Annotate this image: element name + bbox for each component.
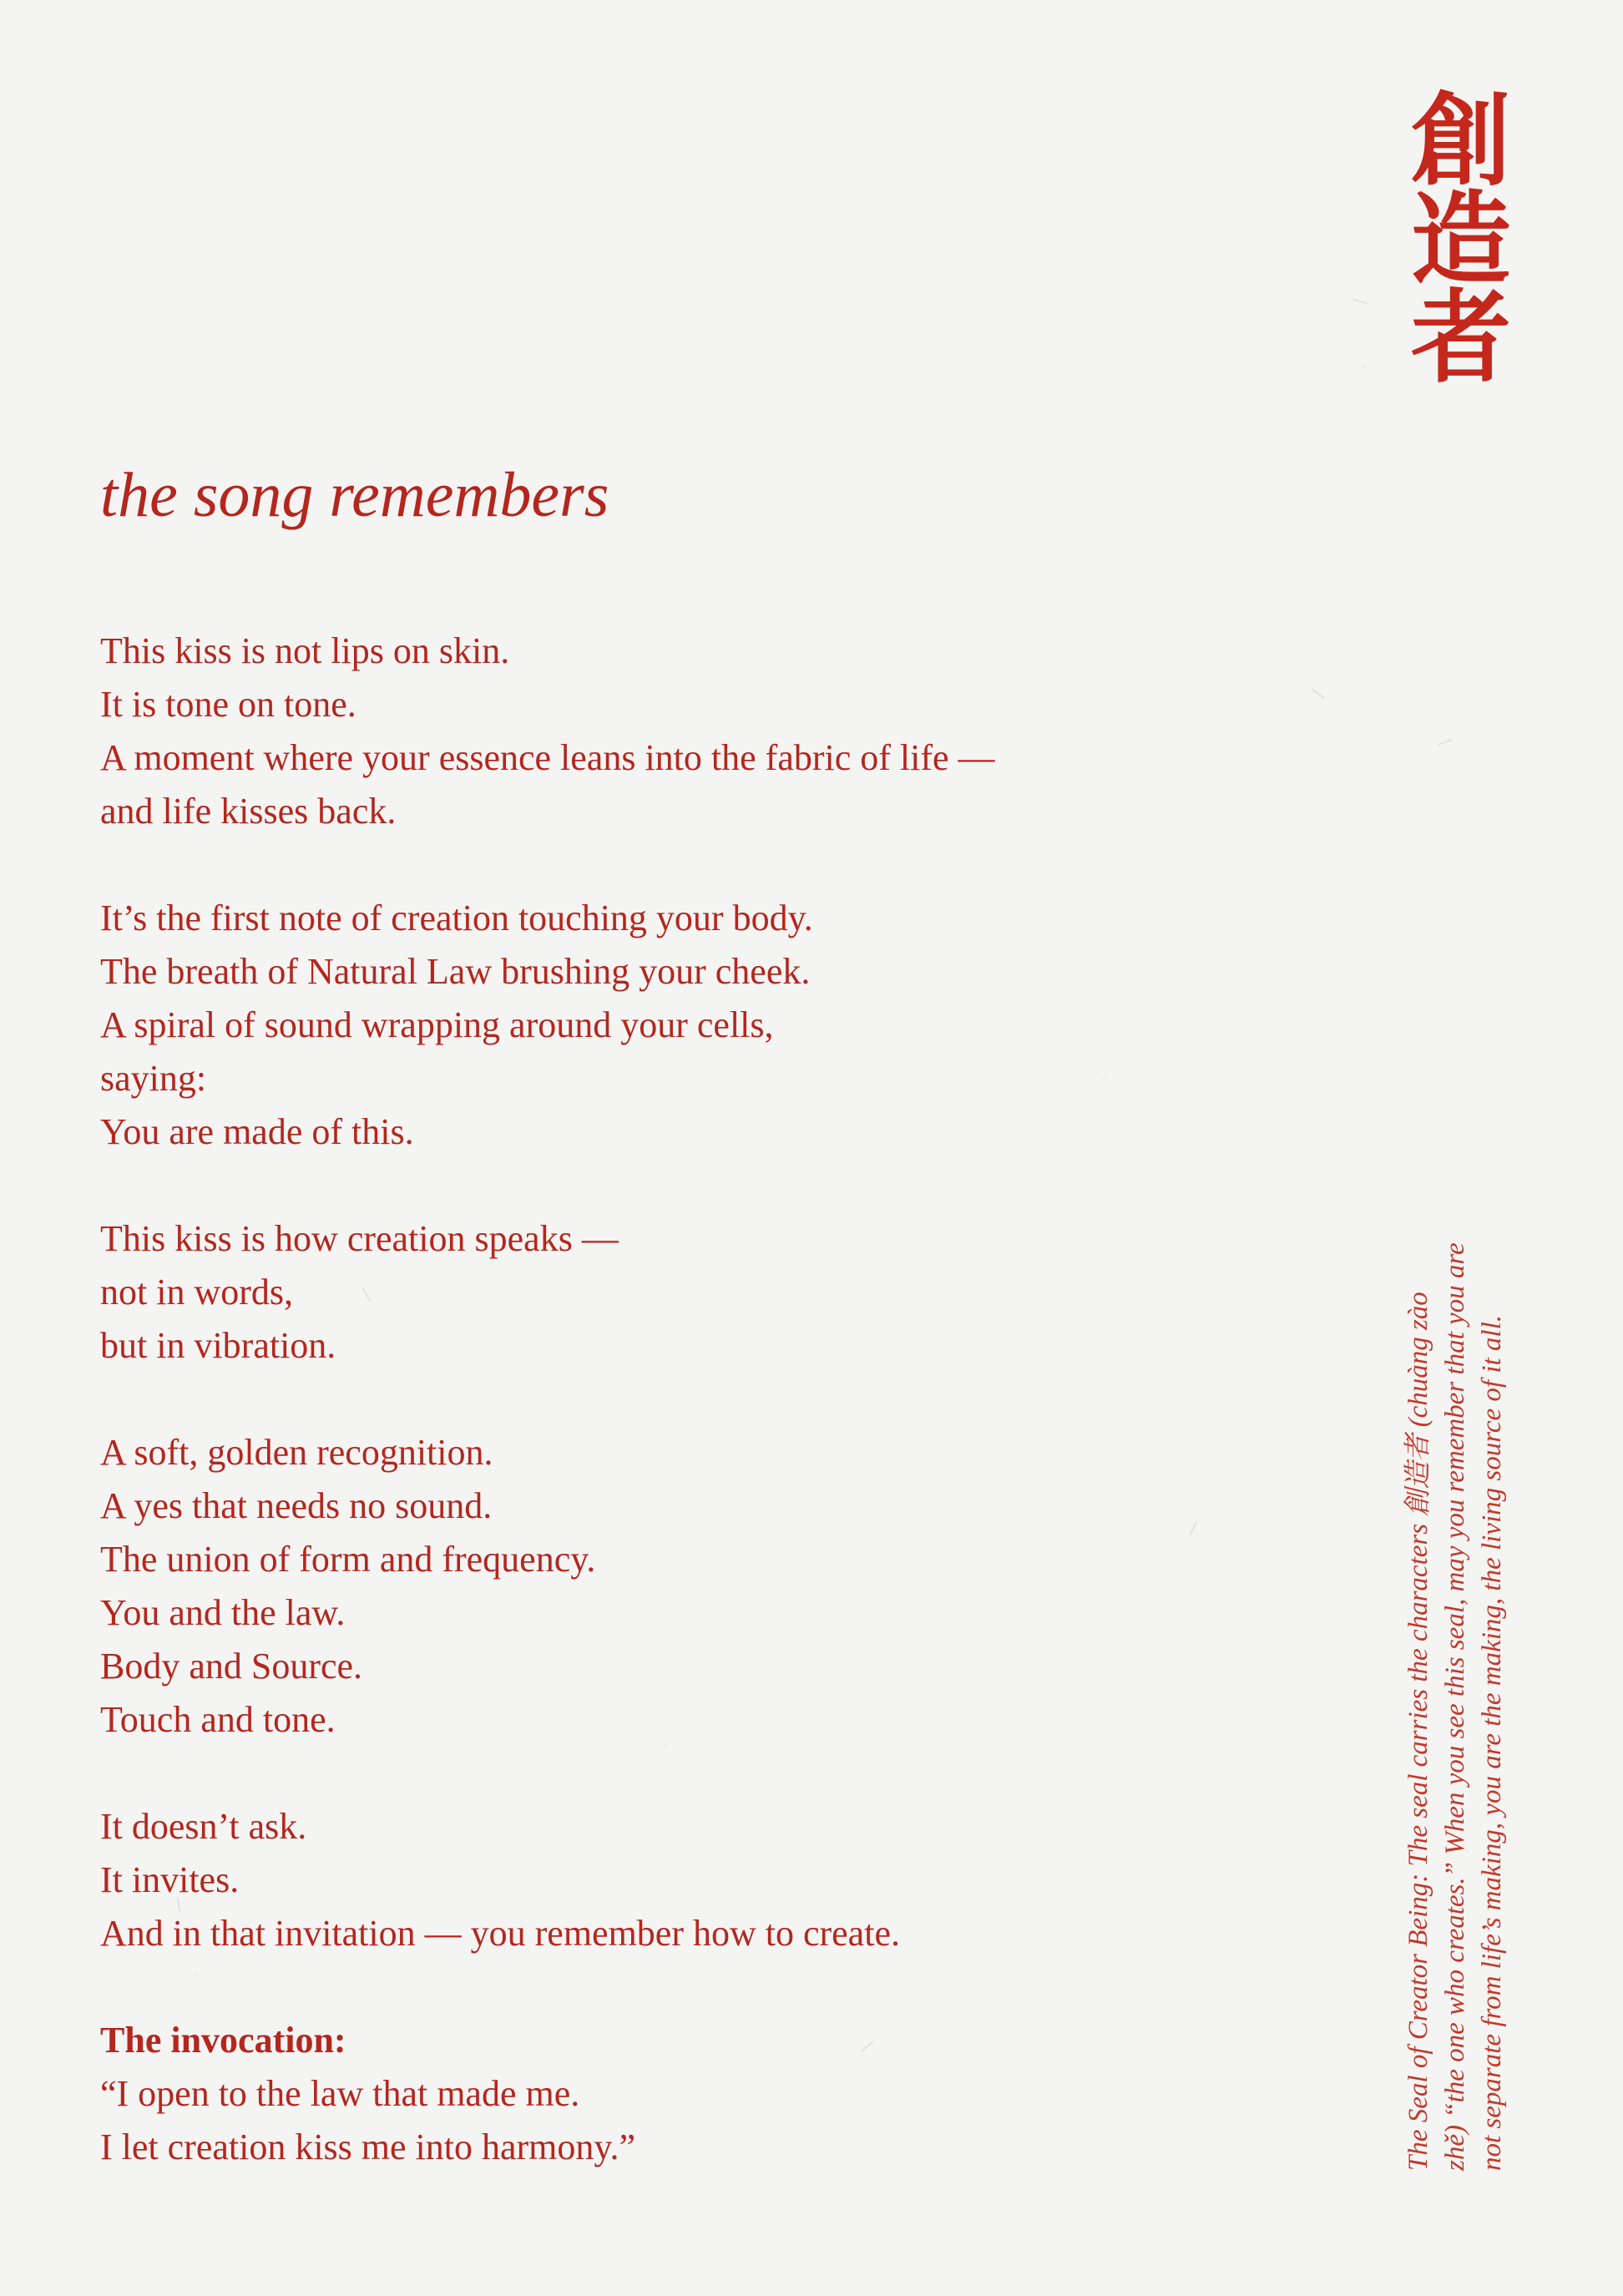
paper-fiber [1352, 299, 1368, 305]
seal-note [1400, 1002, 1507, 2171]
poem-line: The breath of Natural Law brushing your cheek. [100, 951, 811, 992]
stanza-5 [100, 1800, 1286, 1960]
stanza-1 [100, 625, 1286, 838]
paper-fiber [1438, 739, 1453, 746]
paper-fiber [1312, 689, 1325, 699]
poem-line: It’s the first note of creation touching your body. [100, 898, 813, 938]
seal-note-line: not separate from life’s making, you are the making, the living source of it all. [1477, 1315, 1507, 2171]
poem-line: I let creation kiss me into harmony.” [100, 2127, 636, 2167]
poem-body [100, 625, 1286, 2228]
creator-seal [1398, 82, 1524, 397]
poem-line: A soft, golden recognition. [100, 1432, 493, 1473]
poem-line: not in words, [100, 1272, 293, 1312]
seal-character-zao: 造 [1411, 180, 1511, 298]
poem-line: The union of form and frequency. [100, 1539, 596, 1580]
seal-note-line: zhě) “the one who creates.” When you see this seal, may you remember that you are [1440, 1242, 1470, 2171]
poem-title: the song remembers [100, 460, 609, 530]
poem-line: This kiss is how creation speaks — [100, 1218, 619, 1259]
poem-line: A yes that needs no sound. [100, 1485, 493, 1526]
poem-line: Touch and tone. [100, 1699, 336, 1740]
stanza-invocation [100, 2014, 1286, 2174]
poem-line: “I open to the law that made me. [100, 2073, 580, 2114]
poem-line: and life kisses back. [100, 791, 397, 832]
poem-line: but in vibration. [100, 1325, 336, 1366]
poem-line: This kiss is not lips on skin. [100, 630, 510, 671]
poem-line: It is tone on tone. [100, 684, 356, 725]
stanza-2 [100, 892, 1286, 1159]
poem-line: It invites. [100, 1859, 240, 1900]
stanza-3 [100, 1212, 1286, 1373]
poem-line: It doesn’t ask. [100, 1806, 307, 1847]
poem-line: A spiral of sound wrapping around your cells, [100, 1004, 774, 1045]
poem-line: You are made of this. [100, 1111, 414, 1152]
seal-note-line: The Seal of Creator Being: The seal carries the characters 創造者 (chuàng zào [1403, 1292, 1433, 2171]
poem-line: saying: [100, 1058, 207, 1099]
invocation-heading: The invocation: [100, 2020, 346, 2061]
poem-line: Body and Source. [100, 1646, 363, 1687]
stanza-4 [100, 1426, 1286, 1747]
seal-character-zhe: 者 [1411, 279, 1511, 397]
poem-line: A moment where your essence leans into the fabric of life — [100, 737, 995, 778]
seal-character-chuang: 創 [1411, 82, 1511, 200]
poem-line: You and the law. [100, 1592, 346, 1633]
poem-line: And in that invitation — you remember how to create. [100, 1913, 900, 1954]
